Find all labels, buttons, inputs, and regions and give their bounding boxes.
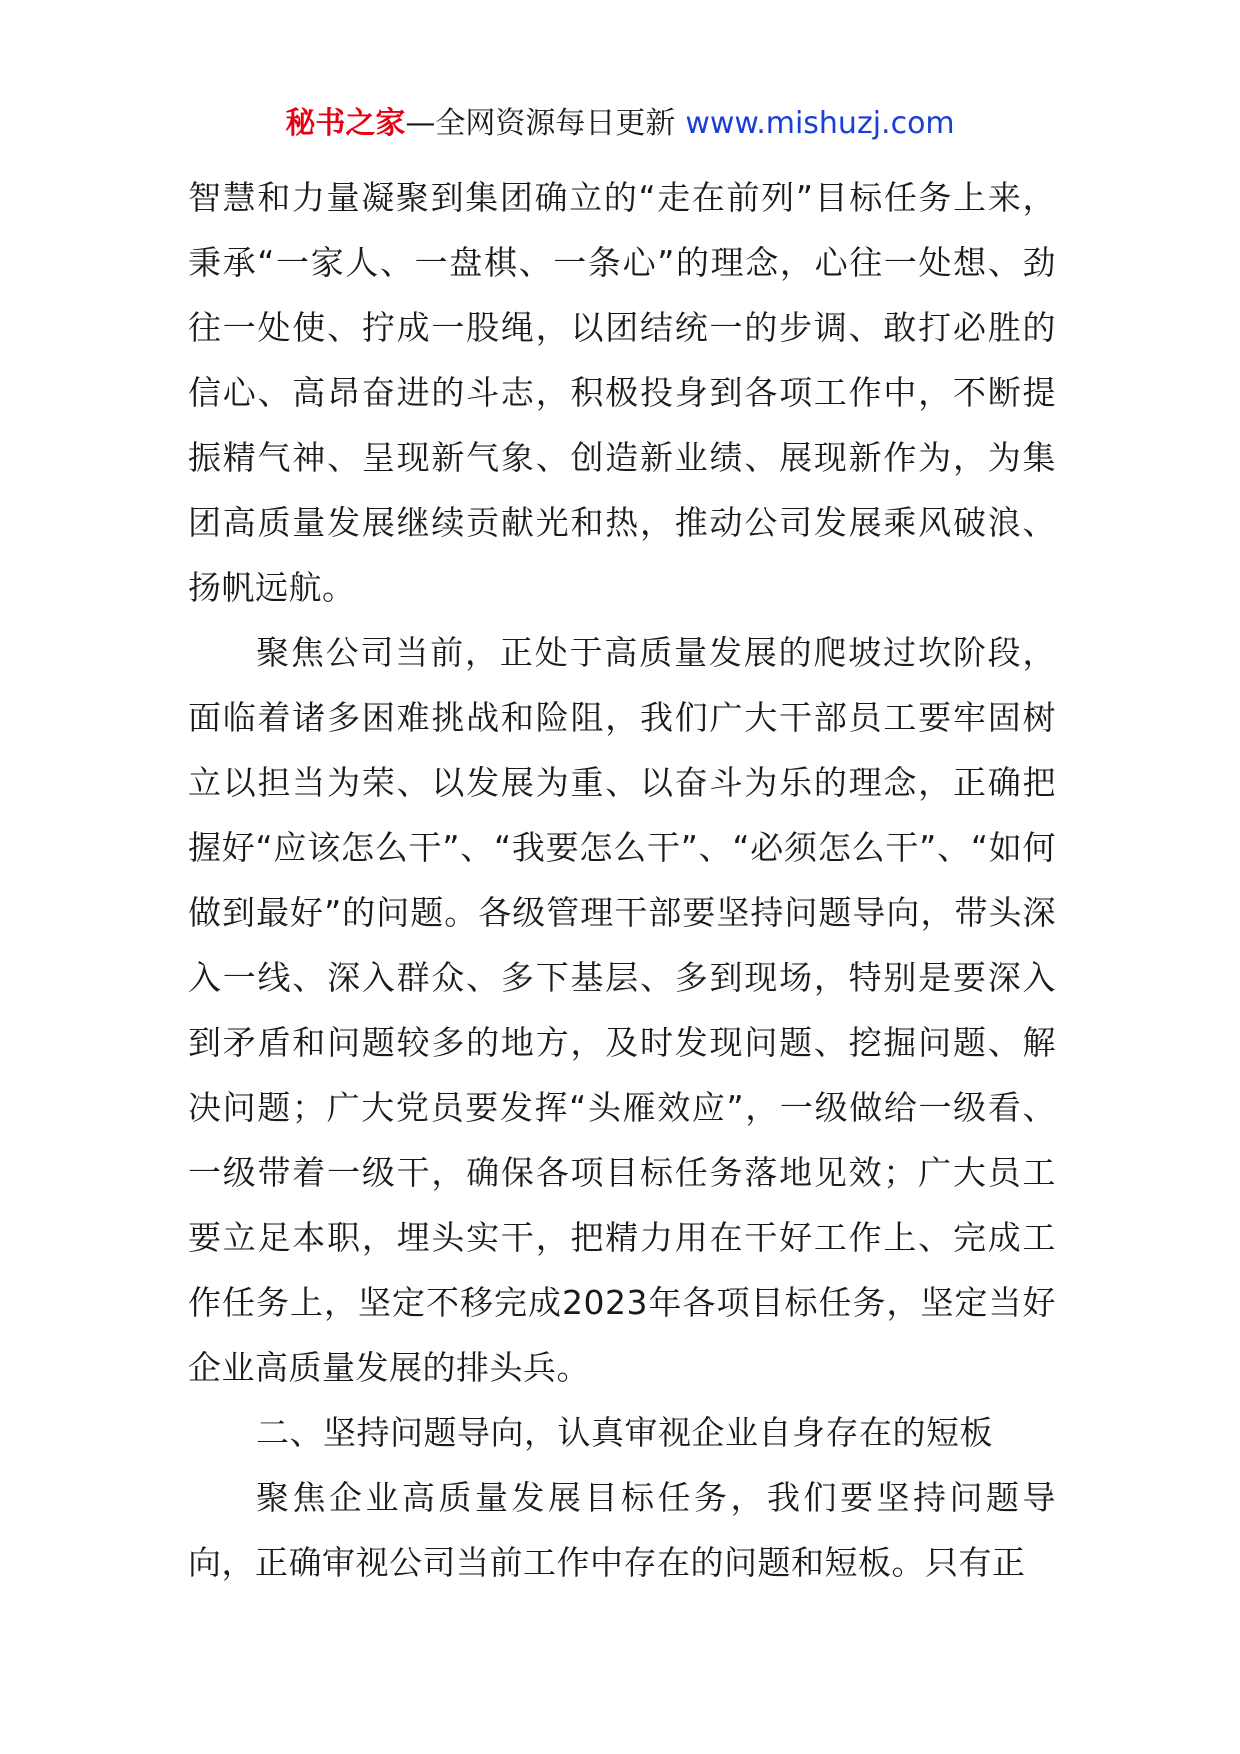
section-heading: 二、坚持问题导向，认真审视企业自身存在的短板 <box>256 1413 993 1452</box>
header-tagline: —全网资源每日更新 <box>405 106 676 141</box>
document-body <box>188 165 1056 1595</box>
paragraph: 聚焦企业高质量发展目标任务，我们要坚持问题导向，正确审视公司当前工作中存在的问题和短板。只有正 <box>188 1478 1056 1582</box>
watermark-header <box>0 104 1240 144</box>
brand-name: 秘书之家 <box>285 106 406 141</box>
site-url-link[interactable]: www.mishuzj.com <box>685 106 955 141</box>
paragraph: 聚焦公司当前，正处于高质量发展的爬坡过坎阶段，面临着诸多困难挑战和险阻，我们广大干部员工要牢固树立以担当为荣、以发展为重、以奋斗为乐的理念，正确把握好“应该怎么干”、“我要怎么干”、“必须怎么干”、“如何做到最好”的问题。各级管理干部要坚持问题导向，带头深入一线、深入群众、多下基层、多到现场，特别是要深入到矛盾和问题较多的地方，及时发现问题、挖掘问题、解决问题；广大党员要发挥“头雁效应”，一级做给一级看、一级带着一级干，确保各项目标任务落地见效；广大员工要立足本职，埋头实干，把精力用在干好工作上、完成工作任务上，坚定不移完成2023年各项目标任务，坚定当好企业高质量发展的排头兵。 <box>188 633 1056 1387</box>
paragraph-continued: 智慧和力量凝聚到集团确立的“走在前列”目标任务上来，秉承“一家人、一盘棋、一条心”的理念，心往一处想、劲往一处使、拧成一股绳，以团结统一的步调、敢打必胜的信心、高昂奋进的斗志，积极投身到各项工作中，不断提振精气神、呈现新气象、创造新业绩、展现新作为，为集团高质量发展继续贡献光和热，推动公司发展乘风破浪、扬帆远航。 <box>188 178 1056 607</box>
